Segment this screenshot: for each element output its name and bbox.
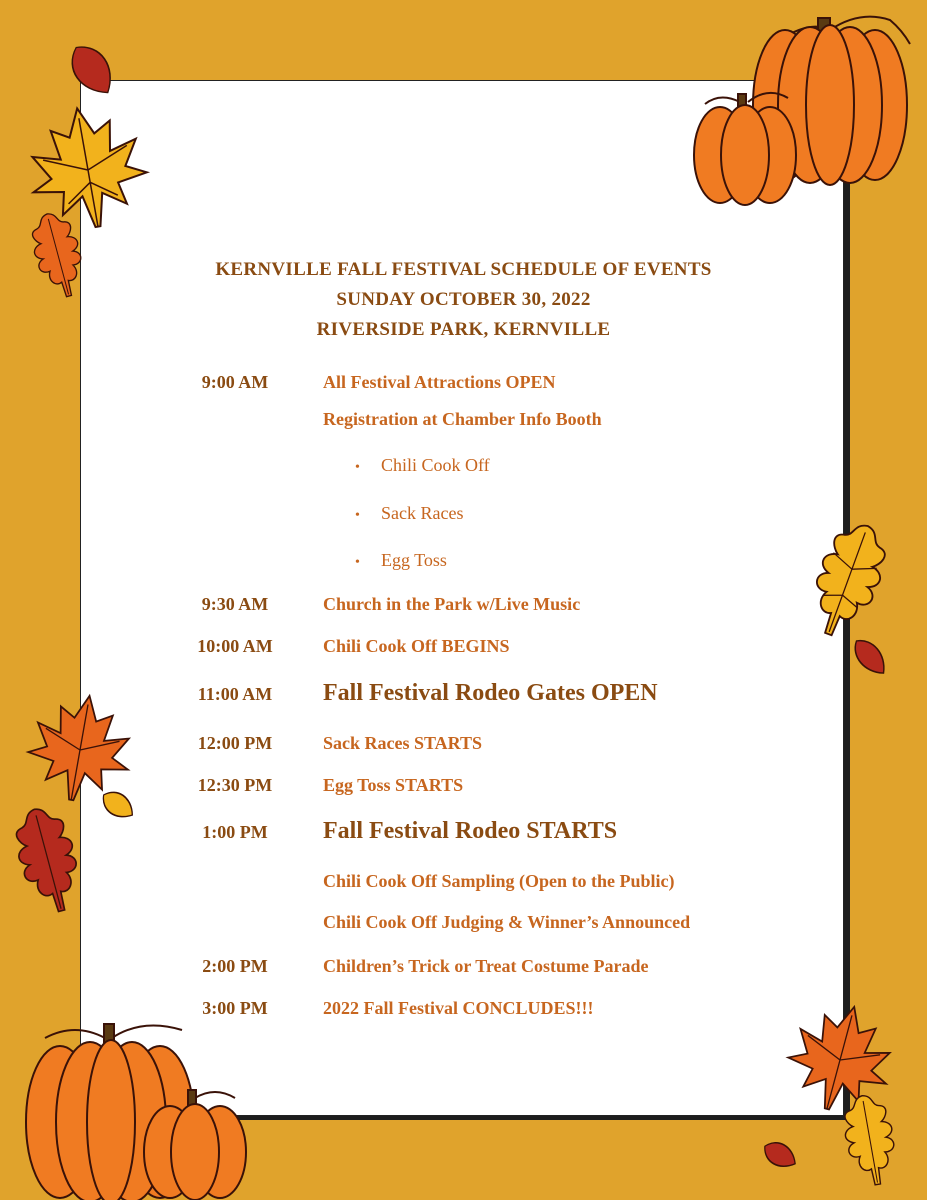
event-name: Chili Cook Off BEGINS [323,636,510,656]
oak-leaf-icon [839,1092,901,1189]
event-name: Church in the Park w/Live Music [323,594,581,614]
leaf-icon [848,634,891,680]
bullet-icon: • [355,555,360,570]
event-time: 1:00 PM [202,822,268,842]
event-name: Children’s Trick or Treat Costume Parade [323,956,649,976]
event-time: 12:30 PM [197,775,273,795]
registration-item: Chili Cook Off [381,455,490,475]
bullet-icon: • [355,460,360,475]
registration-list-item [355,455,490,476]
maple-leaf-icon [778,994,903,1122]
leaf-cluster-left [0,670,170,970]
event-time: 12:00 PM [197,733,273,753]
registration-item: Egg Toss [381,550,447,570]
event-name: Sack Races STARTS [323,733,483,753]
schedule-title: KERNVILLE FALL FESTIVAL SCHEDULE OF EVENTS [215,259,712,280]
event-name: Chili Cook Off Judging & Winner’s Announced [323,912,691,932]
event-name: Registration at Chamber Info Booth [323,409,602,429]
leaf-cluster-right [790,485,927,715]
event-date: SUNDAY OCTOBER 30, 2022 [336,289,591,310]
event-time: 9:00 AM [201,372,269,392]
registration-item: Sack Races [381,503,464,523]
event-name: 2022 Fall Festival CONCLUDES!!! [323,998,594,1018]
event-time: 9:30 AM [201,594,269,614]
event-location: RIVERSIDE PARK, KERNVILLE [316,319,611,340]
event-time: 11:00 AM [197,684,273,704]
registration-list-item [355,550,447,571]
pumpkins-bottom-left [20,1010,260,1200]
event-time: 2:00 PM [202,956,268,976]
registration-list-item [355,503,463,524]
event-time: 10:00 AM [197,636,273,656]
maple-leaf-icon [21,687,139,809]
pumpkins-top-right [690,10,927,210]
leaf-icon [63,38,122,102]
event-name: Egg Toss STARTS [323,775,464,795]
event-name-highlight: Fall Festival Rodeo Gates OPEN [323,680,658,706]
maple-leaf-icon [21,98,155,236]
leaf-icon [98,786,139,824]
oak-leaf-icon [8,802,88,918]
event-name: All Festival Attractions OPEN [323,372,556,392]
bullet-icon: • [355,508,360,523]
oak-leaf-icon [26,208,91,302]
leaf-icon [759,1137,800,1173]
event-time: 3:00 PM [202,998,268,1018]
event-name: Chili Cook Off Sampling (Open to the Public) [323,871,675,891]
event-name-highlight: Fall Festival Rodeo STARTS [323,818,618,844]
oak-leaf-icon [800,516,896,645]
leaf-cluster-bottom-right [700,990,927,1200]
